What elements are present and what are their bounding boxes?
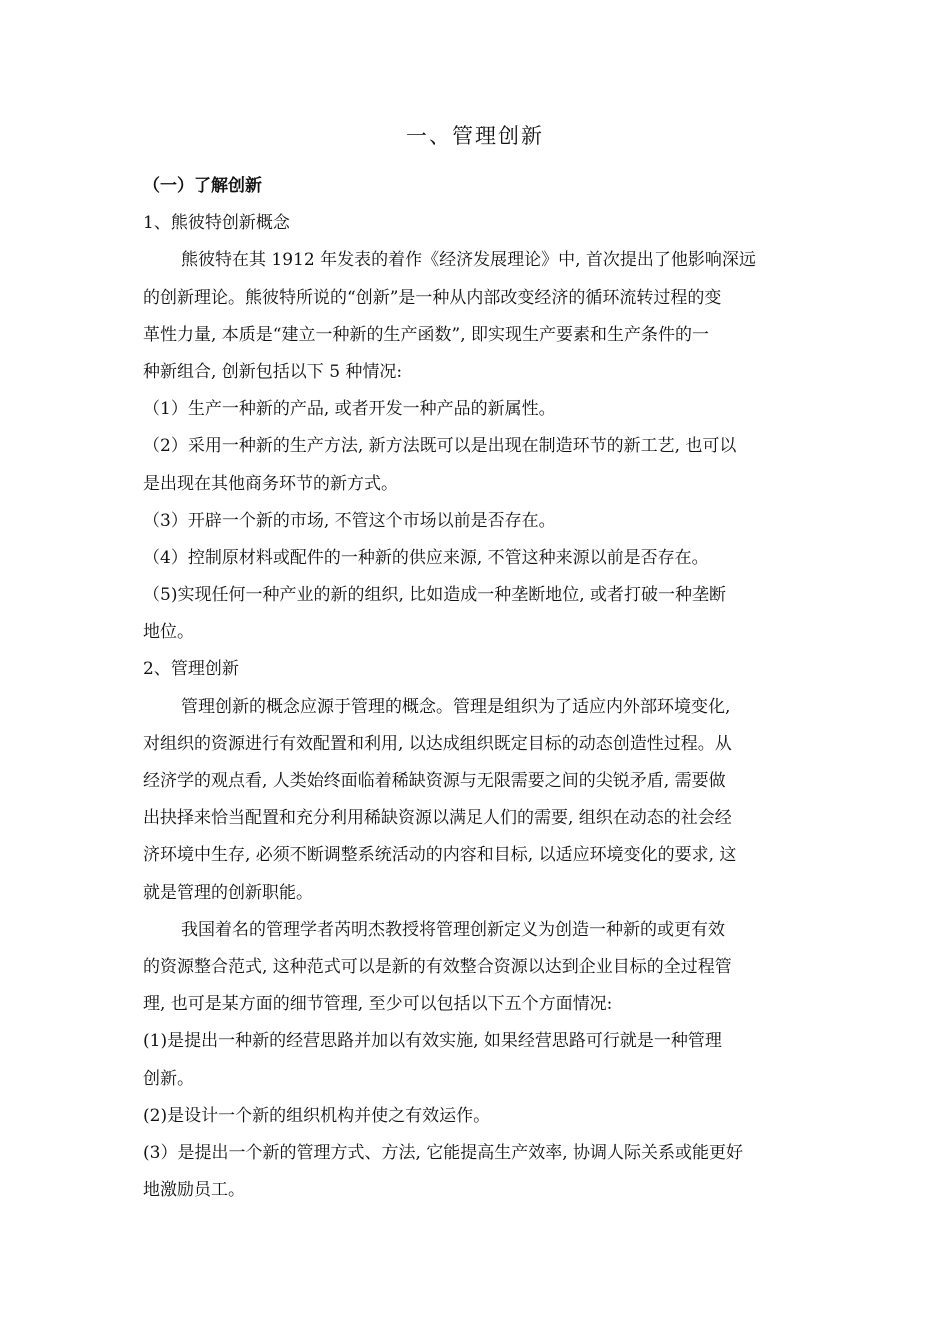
list-item: （2）采用一种新的生产方法, 新方法既可以是出现在制造环节的新工艺, 也可以	[143, 436, 737, 457]
list-item: （4）控制原材料或配件的一种新的供应来源, 不管这种来源以前是否存在。	[143, 547, 709, 568]
subsection-heading: 1、熊彼特创新概念	[143, 213, 290, 234]
list-item: （3）开辟一个新的市场, 不管这个市场以前是否存在。	[143, 510, 556, 531]
paragraph-line: 我国着名的管理学者芮明杰教授将管理创新定义为创造一种新的或更有效	[181, 919, 725, 940]
paragraph-line: 理, 也可是某方面的细节管理, 至少可以包括以下五个方面情况:	[143, 994, 613, 1015]
list-item: (2)是设计一个新的组织机构并使之有效运作。	[143, 1105, 491, 1126]
list-item: (3）是提出一个新的管理方式、方法, 它能提高生产效率, 协调人际关系或能更好	[143, 1142, 744, 1163]
paragraph-line: 革性力量, 本质是“建立一种新的生产函数”, 即实现生产要素和生产条件的一	[143, 324, 709, 345]
paragraph-line: 熊彼特在其 1912 年发表的着作《经济发展理论》中, 首次提出了他影响深远	[181, 250, 756, 271]
list-item-continuation: 是出现在其他商务环节的新方式。	[143, 473, 398, 494]
paragraph-line: 的创新理论。熊彼特所说的“创新”是一种从内部改变经济的循环流转过程的变	[143, 287, 722, 308]
section-heading: （一）了解创新	[143, 176, 262, 196]
paragraph-line: 管理创新的概念应源于管理的概念。管理是组织为了适应内外部环境变化,	[181, 696, 731, 717]
list-item-continuation: 地位。	[143, 622, 194, 643]
list-item-continuation: 地激励员工。	[143, 1180, 245, 1201]
paragraph-line: 就是管理的创新职能。	[143, 882, 313, 903]
list-item: (1)是提出一种新的经营思路并加以有效实施, 如果经营思路可行就是一种管理	[143, 1031, 722, 1052]
list-item-continuation: 创新。	[143, 1068, 194, 1089]
page-title: 一、管理创新	[406, 124, 544, 148]
list-item: （1）生产一种新的产品, 或者开发一种产品的新属性。	[143, 399, 556, 420]
paragraph-line: 种新组合, 创新包括以下 5 种情况:	[143, 361, 403, 382]
paragraph-line: 对组织的资源进行有效配置和利用, 以达成组织既定目标的动态创造性过程。从	[143, 733, 732, 754]
paragraph-line: 经济学的观点看, 人类始终面临着稀缺资源与无限需要之间的尖锐矛盾, 需要做	[143, 771, 726, 791]
list-item: （5)实现任何一种产业的新的组织, 比如造成一种垄断地位, 或者打破一种垄断	[143, 585, 727, 606]
subsection-heading: 2、管理创新	[143, 659, 239, 680]
paragraph-line: 的资源整合范式, 这种范式可以是新的有效整合资源以达到企业目标的全过程管	[143, 956, 732, 977]
body-text	[143, 168, 811, 1209]
paragraph-line: 出抉择来恰当配置和充分利用稀缺资源以满足人们的需要, 组织在动态的社会经	[143, 808, 732, 829]
paragraph-line: 济环境中生存, 必须不断调整系统活动的内容和目标, 以适应环境变化的要求, 这	[143, 845, 737, 866]
